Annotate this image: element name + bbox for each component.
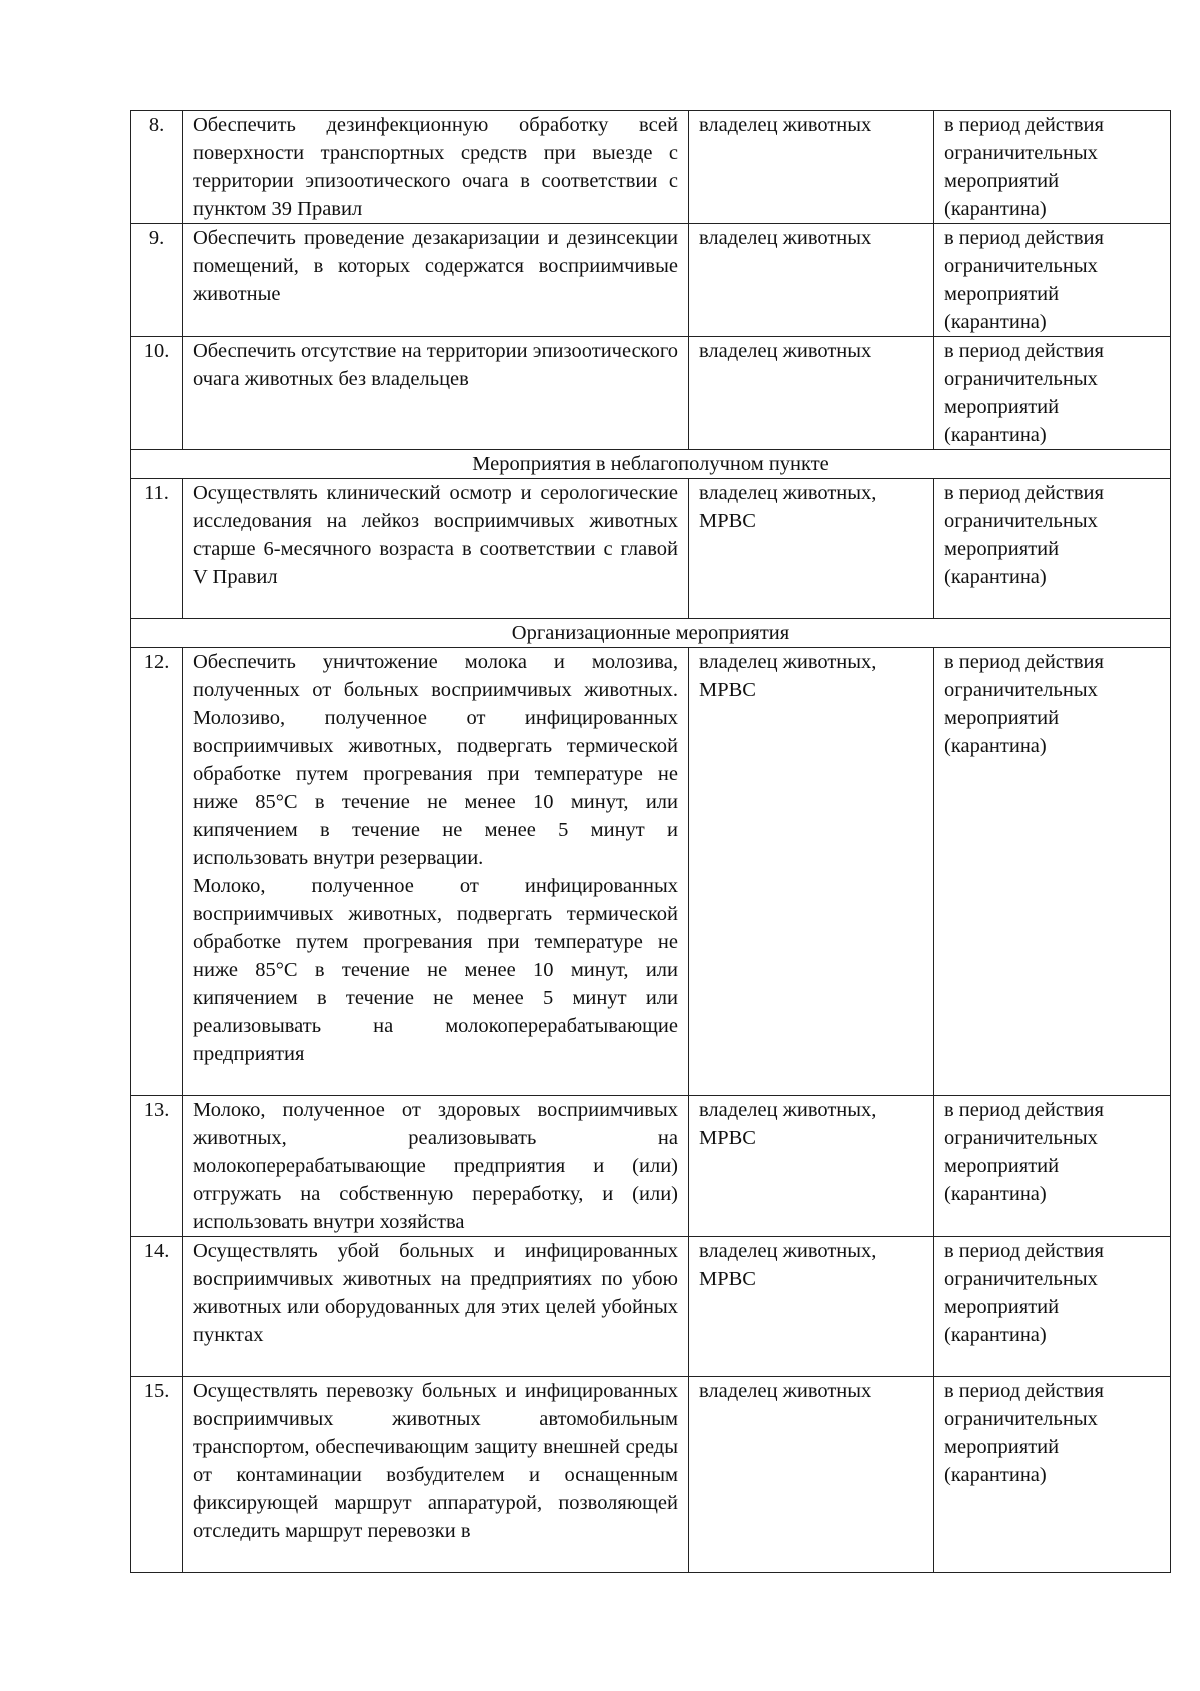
- measure-description: [183, 337, 689, 450]
- execution-term: в период действия ограничительных мероприятий (карантина): [934, 224, 1171, 337]
- responsible-party: владелец животных: [689, 1377, 934, 1573]
- table-row: [131, 648, 1171, 1096]
- measure-description: [183, 1377, 689, 1573]
- measure-paragraph: Обеспечить дезинфекционную обработку всей поверхности транспортных средств при выезде с территории эпизоотического очага в соответствии с пунктом 39 Правил: [193, 114, 678, 220]
- table-row: [131, 111, 1171, 224]
- item-number: 10.: [131, 337, 183, 450]
- measure-paragraph: Обеспечить отсутствие на территории эпизоотического очага животных без владельцев: [193, 340, 678, 390]
- measure-paragraph: Молоко, полученное от инфицированных восприимчивых животных, подвергать термической обработке путем прогревания при температуре не ниже 85°С в течение не менее 10 минут, или кипячением в течение не менее 5 минут или реализовывать на молокоперерабатывающие предприятия: [193, 875, 678, 1065]
- item-number: 12.: [131, 648, 183, 1096]
- measure-paragraph: Молоко, полученное от здоровых восприимчивых животных, реализовывать на молокоперерабатывающие предприятия и (или) отгружать на собственную переработку, и (или) использовать внутри хозяйства: [193, 1099, 678, 1233]
- item-number: 9.: [131, 224, 183, 337]
- execution-term: в период действия ограничительных мероприятий (карантина): [934, 1237, 1171, 1377]
- table-row: [131, 1237, 1171, 1377]
- execution-term: в период действия ограничительных мероприятий (карантина): [934, 479, 1171, 619]
- responsible-party: владелец животных: [689, 224, 934, 337]
- item-number: 14.: [131, 1237, 183, 1377]
- table-row: [131, 479, 1171, 619]
- document-page: [130, 110, 1170, 1573]
- measure-description: [183, 479, 689, 619]
- measures-table-body: [131, 111, 1171, 1573]
- item-number: 8.: [131, 111, 183, 224]
- measure-paragraph: Обеспечить уничтожение молока и молозива, полученных от больных восприимчивых животных. Молозиво, полученное от инфицированных восприимчивых животных, подвергать термической обработке путем прогревания при температуре не ниже 85°С в течение не менее 10 минут, или кипячением в течение не менее 5 минут и использовать внутри резервации.: [193, 651, 678, 869]
- responsible-party: владелец животных: [689, 337, 934, 450]
- measure-description: [183, 1237, 689, 1377]
- section-header-row: [131, 619, 1171, 648]
- measures-table: [130, 110, 1171, 1573]
- table-row: [131, 1096, 1171, 1237]
- responsible-party: владелец животных, МРВС: [689, 1237, 934, 1377]
- item-number: 15.: [131, 1377, 183, 1573]
- measure-paragraph: Осуществлять убой больных и инфицированных восприимчивых животных на предприятиях по убою животных или оборудованных для этих целей убойных пунктах: [193, 1240, 678, 1346]
- table-row: [131, 224, 1171, 337]
- measure-paragraph: Осуществлять клинический осмотр и серологические исследования на лейкоз восприимчивых животных старше 6-месячного возраста в соответствии с главой V Правил: [193, 482, 678, 588]
- execution-term: в период действия ограничительных мероприятий (карантина): [934, 1096, 1171, 1237]
- responsible-party: владелец животных, МРВС: [689, 648, 934, 1096]
- measure-paragraph: Осуществлять перевозку больных и инфицированных восприимчивых животных автомобильным транспортом, обеспечивающим защиту внешней среды от контаминации возбудителем и оснащенным фиксирующей маршрут аппаратурой, позволяющей отследить маршрут перевозки в: [193, 1380, 678, 1542]
- item-number: 11.: [131, 479, 183, 619]
- execution-term: в период действия ограничительных мероприятий (карантина): [934, 111, 1171, 224]
- measure-description: [183, 224, 689, 337]
- execution-term: в период действия ограничительных мероприятий (карантина): [934, 337, 1171, 450]
- measure-description: [183, 1096, 689, 1237]
- measure-paragraph: Обеспечить проведение дезакаризации и дезинсекции помещений, в которых содержатся восприимчивые животные: [193, 227, 678, 305]
- execution-term: в период действия ограничительных мероприятий (карантина): [934, 1377, 1171, 1573]
- section-header-row: [131, 450, 1171, 479]
- measure-description: [183, 111, 689, 224]
- responsible-party: владелец животных, МРВС: [689, 1096, 934, 1237]
- table-row: [131, 337, 1171, 450]
- responsible-party: владелец животных: [689, 111, 934, 224]
- execution-term: в период действия ограничительных мероприятий (карантина): [934, 648, 1171, 1096]
- table-row: [131, 1377, 1171, 1573]
- measure-description: [183, 648, 689, 1096]
- section-title: Мероприятия в неблагополучном пункте: [131, 450, 1171, 479]
- section-title: Организационные мероприятия: [131, 619, 1171, 648]
- responsible-party: владелец животных, МРВС: [689, 479, 934, 619]
- item-number: 13.: [131, 1096, 183, 1237]
